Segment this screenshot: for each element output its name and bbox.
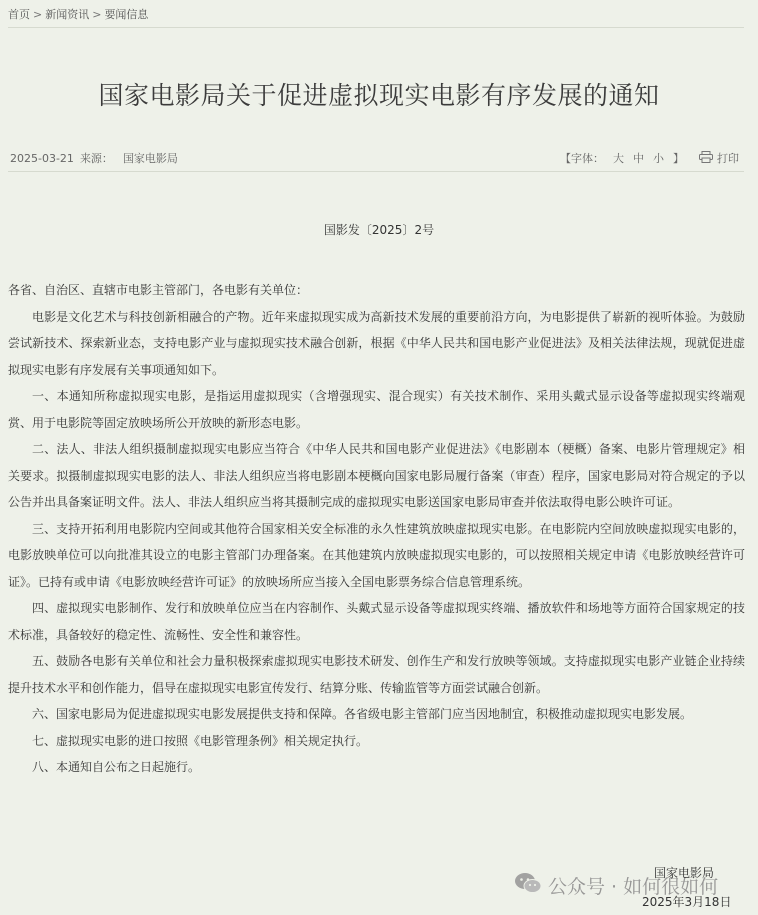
paragraph: 四、虚拟现实电影制作、发行和放映单位应当在内容制作、头戴式显示设备等虚拟现实终端、播放软件和场地等方面符合国家规定的技术标准，具备较好的稳定性、流畅性、安全性和兼容性。 [8,601,745,642]
paragraph: 电影是文化艺术与科技创新相融合的产物。近年来虚拟现实成为高新技术发展的重要前沿方向，为电影提供了崭新的视听体验。为鼓励尝试新技术、探索新业态，支持电影产业与虚拟现实技术融合创新，根据《中华人民共和国电影产业促进法》及相关法律法规，现就促进虚拟现实电影有序发展有关事项通知如下。 [8,309,745,377]
font-size-medium-button[interactable]: 中 [633,152,644,165]
paragraph: 八、本通知自公布之日起施行。 [32,760,201,774]
breadcrumb-headlines-link[interactable]: 要闻信息 [104,8,149,21]
source-label: 来源： [79,152,113,165]
paragraph: 六、国家电影局为促进虚拟现实电影发展提供支持和保障。各省级电影主管部门应当因地制宜，积极推动虚拟现实电影发展。 [32,707,693,721]
watermark-text: 公众号 · 如何很如何 [548,876,719,898]
breadcrumb-separator: > [92,8,102,21]
source-name: 国家电影局 [122,152,178,165]
printer-icon [699,151,717,166]
paragraph: 七、虚拟现实电影的进口按照《电影管理条例》相关规定执行。 [32,733,369,748]
paragraph: 五、鼓励各电影有关单位和社会力量积极探索虚拟现实电影技术研发、创作生产和发行放映等领域。支持虚拟现实电影产业链企业持续提升技术水平和创作能力，倡导在虚拟现实电影宣传发行、结算分账、传输监管等方面尝试融合创新。 [8,654,745,695]
font-size-close-bracket: 】 [673,152,684,165]
top-divider [8,27,744,28]
print-button[interactable] [699,150,739,166]
breadcrumb-separator: > [33,8,43,21]
sign-date: 2025年3月18日 [642,895,732,909]
wechat-icon [514,872,548,899]
article-body [8,277,745,781]
article-meta [10,150,178,166]
breadcrumb [8,6,148,22]
font-size-small-button[interactable]: 小 [653,152,664,165]
breadcrumb-news-link[interactable]: 新闻资讯 [45,8,90,21]
salutation: 各省、自治区、直辖市电影主管部门，各电影有关单位： [8,283,309,297]
font-size-large-button[interactable]: 大 [613,152,624,165]
font-size-selector [560,150,684,166]
print-label: 打印 [717,152,739,165]
signature: 国家电影局 [654,866,715,880]
page-title: 国家电影局关于促进虚拟现实电影有序发展的通知 [98,81,660,110]
meta-divider [8,171,744,172]
publish-date: 2025-03-21 [10,152,74,165]
breadcrumb-home-link[interactable]: 首页 [8,8,30,21]
paragraph: 三、支持开拓利用电影院内空间或其他符合国家相关安全标准的永久性建筑放映虚拟现实电影。在电影院内空间放映虚拟现实电影的，电影放映单位可以向批准其设立的电影主管部门办理备案。在其他建筑内放映虚拟现实电影的，可以按照相关规定申请《电影放映经营许可证》。已持有或申请《电影放映经营许可证》的放映场所应当接入全国电影票务综合信息管理系统。 [8,521,745,589]
font-size-label: 【字体： [560,152,604,165]
document-number: 国影发〔2025〕2号 [323,223,435,237]
paragraph: 一、本通知所称虚拟现实电影，是指运用虚拟现实（含增强现实、混合现实）有关技术制作、采用头戴式显示设备等虚拟现实终端观赏、用于电影院等固定放映场所公开放映的新形态电影。 [8,389,745,430]
paragraph: 二、法人、非法人组织摄制虚拟现实电影应当符合《中华人民共和国电影产业促进法》《电影剧本（梗概）备案、电影片管理规定》相关要求。拟摄制虚拟现实电影的法人、非法人组织应当将电影剧本梗概向国家电影局履行备案（审查）程序，国家电影局对符合规定的予以公告并出具备案证明文件。法人、非法人组织应当将其摄制完成的虚拟现实电影送国家电影局审查并依法取得电影公映许可证。 [8,442,745,509]
